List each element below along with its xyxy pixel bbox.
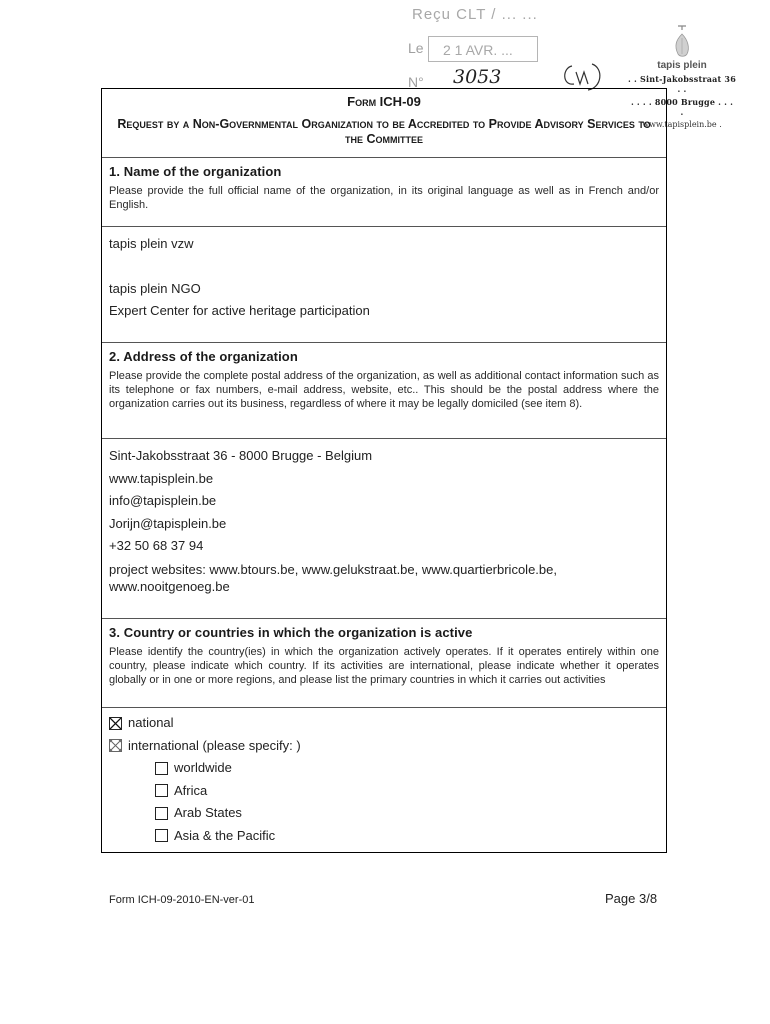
stamp-date: 2 1 AVR. ... (428, 36, 538, 62)
form-ich-09 (101, 88, 667, 853)
stamp-handwritten-number: 3053 (453, 66, 502, 88)
option-arab-states[interactable] (109, 802, 659, 825)
postal-address: Sint-Jakobsstraat 36 - 8000 Brugge - Belgium (109, 448, 373, 463)
email-contact: Jorijn@tapisplein.be (109, 515, 227, 531)
option-national-label: national (128, 715, 174, 730)
footer-page-number: Page 3/8 (605, 891, 658, 906)
option-africa-label: Africa (174, 782, 208, 798)
stamp-number-label: N° (408, 74, 424, 90)
blank-line (109, 256, 659, 278)
website: www.tapisplein.be (109, 470, 214, 486)
checkbox-arab-states[interactable] (155, 807, 168, 820)
tapis-plein-logo-icon (672, 24, 692, 60)
option-worldwide-label: worldwide (174, 760, 232, 775)
email-info: info@tapisplein.be (109, 493, 217, 508)
section-1-instructions: Please provide the full official name of the organization, in its original language as well as in French and/or English. (109, 185, 659, 211)
section-2-answer[interactable] (102, 438, 666, 618)
section-3-answer (102, 707, 666, 852)
option-international-label: international (please specify: ) (128, 737, 301, 753)
letterhead-street: . . Sint-Jakobsstraat 36 . . (628, 74, 736, 94)
form-header (102, 89, 666, 157)
checkbox-africa[interactable] (155, 784, 168, 797)
section-2-instructions: Please provide the complete postal address of the organization, as well as additional contact information such as its telephone or fax numbers, e-mail address, website, etc.. This should be the postal address where the organization carries out its business, regardless of where it may be legally domiciled (see item 8). (109, 370, 659, 410)
option-asia-pacific-label: Asia & the Pacific (174, 827, 276, 843)
option-worldwide[interactable] (109, 757, 659, 780)
stamp-received-line: Reçu CLT / ... ... (412, 6, 538, 23)
received-stamp (398, 2, 630, 94)
section-1-title: 1. Name of the organization (109, 164, 282, 179)
form-title: Form ICH-09 (347, 94, 421, 109)
section-1-heading (102, 157, 666, 226)
letterhead-website: www.tapisplein.be . (642, 120, 722, 129)
option-national[interactable] (109, 712, 659, 735)
section-3-title: 3. Country or countries in which the organization is active (109, 625, 473, 640)
checkbox-international[interactable] (109, 739, 122, 752)
section-3-instructions: Please identify the country(ies) in which the organization actively operates. If it operates entirely within one country, please indicate which country. If its activities are international, please indicate whether it operates globally or in one or more regions, and please list the primary countries in which it carries out activities (109, 646, 659, 686)
project-websites (109, 561, 659, 595)
project-websites-line-2: www.nooitgenoeg.be (109, 578, 230, 594)
project-websites-line-1: project websites: www.btours.be, www.gelukstraat.be, www.quartierbricole.be, (109, 561, 557, 577)
handwritten-initials-icon (558, 58, 606, 92)
form-subtitle: Request by a Non-Governmental Organization to be Accredited to Provide Advisory Services to the Committee (117, 117, 651, 146)
option-africa[interactable] (109, 780, 659, 803)
letterhead-org-name: tapis plein (657, 60, 707, 71)
option-asia-pacific[interactable] (109, 825, 659, 848)
org-name-english: tapis plein NGO (109, 280, 201, 296)
option-international[interactable] (109, 735, 659, 758)
phone-number: +32 50 68 37 94 (109, 538, 204, 553)
org-description: Expert Center for active heritage participation (109, 303, 370, 318)
org-name-original: tapis plein vzw (109, 236, 194, 251)
section-2-heading (102, 342, 666, 438)
section-1-answer[interactable] (102, 226, 666, 342)
check-x-icon (110, 740, 121, 751)
checkbox-worldwide[interactable] (155, 762, 168, 775)
section-3-heading (102, 618, 666, 707)
checkbox-national[interactable] (109, 717, 122, 730)
letterhead-city: . . . . 8000 Brugge . . . . (630, 97, 734, 117)
section-2-title: 2. Address of the organization (109, 349, 298, 364)
stamp-date-label: Le (408, 40, 424, 56)
check-x-icon (110, 718, 121, 729)
option-arab-states-label: Arab States (174, 805, 242, 820)
footer-form-id: Form ICH-09-2010-EN-ver-01 (109, 894, 255, 906)
checkbox-asia-pacific[interactable] (155, 829, 168, 842)
